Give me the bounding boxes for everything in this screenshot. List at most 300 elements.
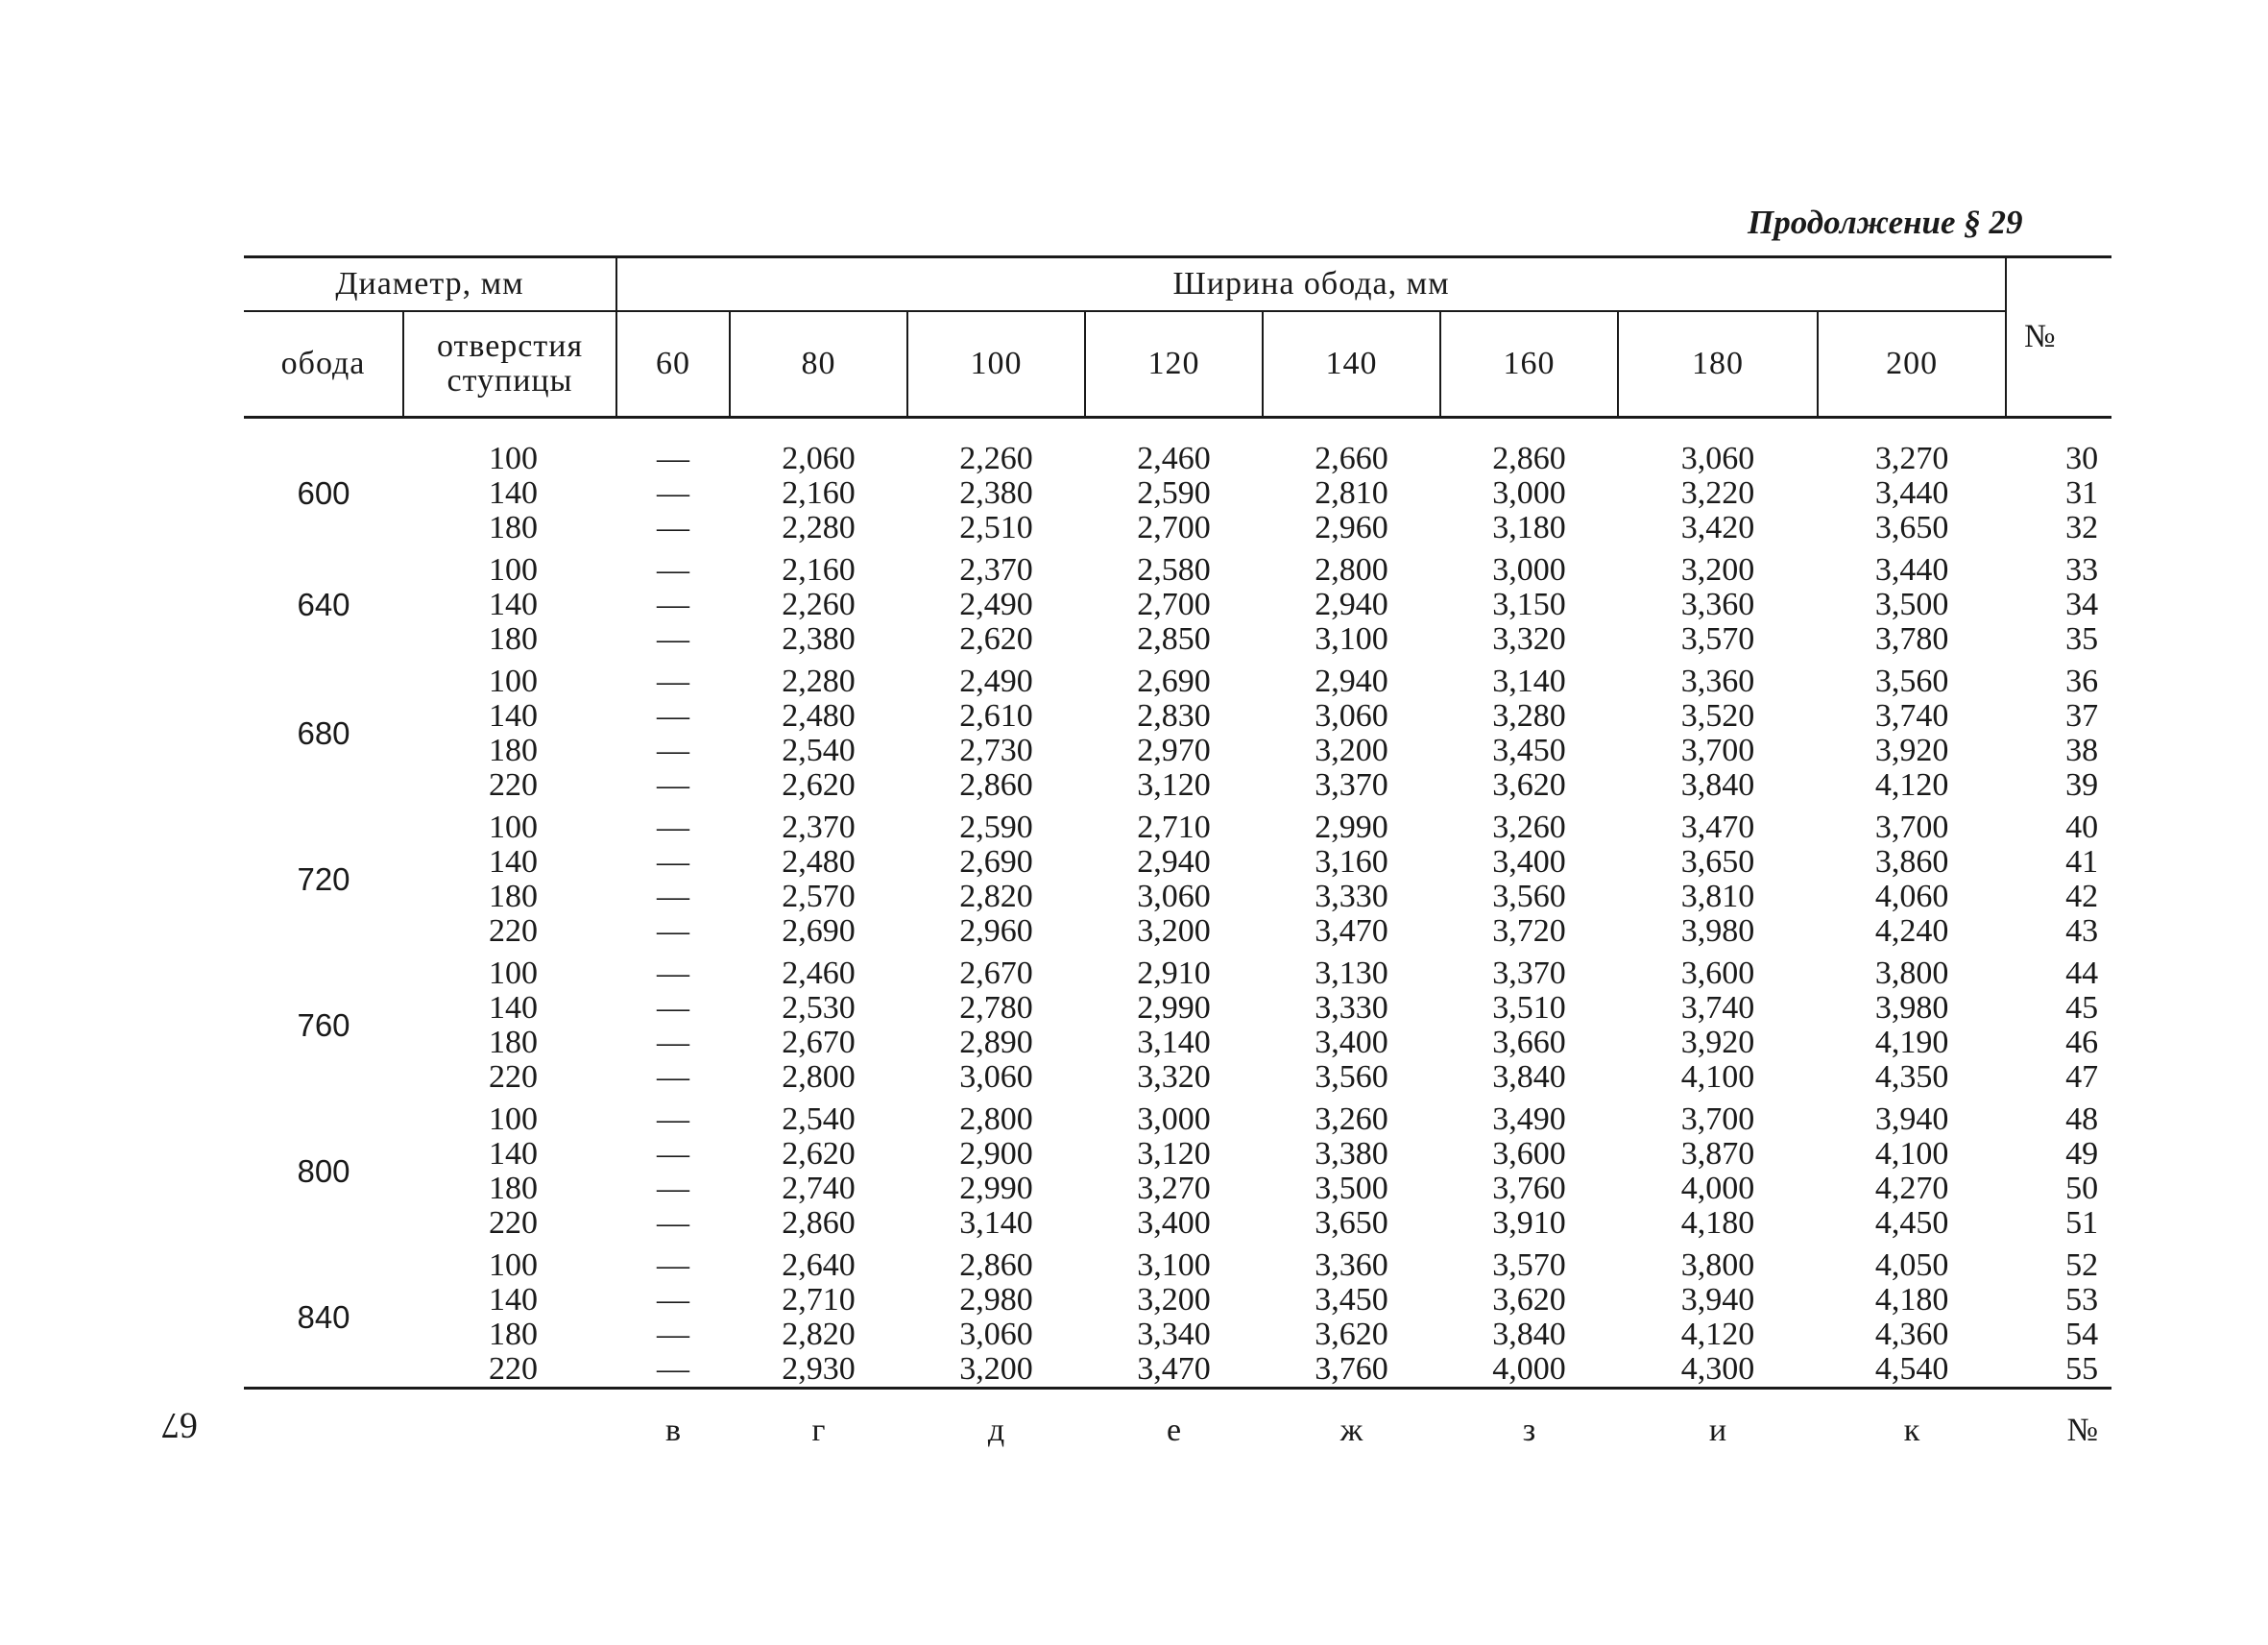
hub-bore-cell: 180 [489, 621, 539, 657]
rim-diameter-cell: 760 [297, 1007, 350, 1043]
weight-value-cell: 2,940 [1315, 587, 1388, 622]
width-60-cell: — [657, 1101, 690, 1137]
weight-value-cell: 2,900 [959, 1136, 1033, 1172]
weight-value-cell: 4,120 [1874, 767, 1949, 803]
weight-value-cell: 3,420 [1680, 510, 1755, 545]
row-number-cell: 50 [2065, 1171, 2099, 1206]
hub-bore-cell: 140 [489, 1282, 539, 1318]
hub-bore-cell: 140 [489, 698, 539, 734]
weight-value-cell: 2,260 [959, 441, 1033, 476]
hub-bore-cell: 180 [489, 510, 539, 545]
hub-bore-cell: 100 [489, 552, 539, 588]
weight-value-cell: 3,200 [1315, 733, 1388, 768]
weight-value-cell: 3,330 [1315, 879, 1388, 914]
footer-spacer [403, 1409, 616, 1453]
footer-letter: з [1522, 1413, 1536, 1448]
weight-value-cell: 2,860 [959, 767, 1033, 803]
weight-value-cell: 2,700 [1137, 587, 1211, 622]
hub-bore-cell: 140 [489, 1136, 539, 1172]
rim-weight-table [244, 255, 2111, 1453]
rim-diameter-cell: 720 [297, 861, 350, 897]
row-number-cell: 54 [2065, 1317, 2099, 1352]
width-60-cell: — [657, 587, 690, 622]
weight-value-cell: 3,650 [1680, 844, 1755, 880]
weight-value-cell: 2,830 [1137, 698, 1211, 734]
weight-value-cell: 2,580 [1137, 552, 1211, 588]
table-row [244, 1060, 2111, 1095]
weight-value-cell: 2,510 [959, 510, 1033, 545]
rim-diameter-cell: 800 [297, 1153, 350, 1189]
weight-value-cell: 2,280 [782, 510, 856, 545]
hub-bore-cell: 100 [489, 664, 539, 699]
weight-value-cell: 3,000 [1492, 552, 1566, 588]
width-60-cell: — [657, 810, 690, 845]
width-60-cell: — [657, 1317, 690, 1352]
hub-bore-cell: 100 [489, 956, 539, 991]
weight-value-cell: 2,860 [1492, 441, 1566, 476]
weight-value-cell: 2,910 [1137, 956, 1211, 991]
weight-value-cell: 3,360 [1315, 1247, 1388, 1283]
width-header-200: 200 [1818, 311, 2006, 418]
footer-rule [244, 1389, 2111, 1410]
weight-value-cell: 4,350 [1874, 1059, 1949, 1095]
weight-value-cell: 3,980 [1680, 913, 1755, 949]
weight-value-cell: 3,470 [1137, 1351, 1211, 1387]
width-60-cell: — [657, 913, 690, 949]
weight-value-cell: 3,060 [1315, 698, 1388, 734]
weight-value-cell: 3,360 [1680, 664, 1755, 699]
weight-value-cell: 3,400 [1315, 1025, 1388, 1060]
width-60-cell: — [657, 475, 690, 511]
weight-value-cell: 3,400 [1137, 1205, 1211, 1241]
weight-value-cell: 3,370 [1315, 767, 1388, 803]
row-number-cell: 34 [2065, 587, 2099, 622]
row-number-cell: 40 [2065, 810, 2099, 845]
weight-value-cell: 3,650 [1874, 510, 1949, 545]
weight-value-cell: 3,140 [1492, 664, 1566, 699]
weight-value-cell: 2,700 [1137, 510, 1211, 545]
width-60-cell: — [657, 767, 690, 803]
table-row [244, 991, 2111, 1026]
table-row [244, 434, 2111, 476]
weight-value-cell: 2,940 [1137, 844, 1211, 880]
row-number-cell: 32 [2065, 510, 2099, 545]
weight-value-cell: 2,480 [782, 844, 856, 880]
weight-value-cell: 2,990 [1315, 810, 1388, 845]
weight-value-cell: 2,530 [782, 990, 856, 1026]
weight-value-cell: 4,450 [1874, 1205, 1949, 1241]
table-row [244, 949, 2111, 991]
weight-value-cell: 3,560 [1315, 1059, 1388, 1095]
table-row [244, 1172, 2111, 1206]
weight-value-cell: 3,940 [1874, 1101, 1949, 1137]
weight-value-cell: 4,100 [1680, 1059, 1755, 1095]
weight-value-cell: 2,280 [782, 664, 856, 699]
width-60-cell: — [657, 1059, 690, 1095]
number-column-header: № [2006, 257, 2111, 418]
weight-value-cell: 2,780 [959, 990, 1033, 1026]
weight-value-cell: 2,570 [782, 879, 856, 914]
table-row [244, 1241, 2111, 1283]
table-row [244, 1352, 2111, 1389]
weight-value-cell: 2,860 [959, 1247, 1033, 1283]
footer-letter: д [987, 1413, 1005, 1448]
weight-value-cell: 2,940 [1315, 664, 1388, 699]
weight-value-cell: 2,730 [959, 733, 1033, 768]
weight-value-cell: 4,120 [1680, 1317, 1755, 1352]
weight-value-cell: 2,620 [782, 1136, 856, 1172]
weight-value-cell: 2,820 [959, 879, 1033, 914]
weight-value-cell: 4,270 [1874, 1171, 1949, 1206]
width-60-cell: — [657, 1247, 690, 1283]
weight-value-cell: 3,800 [1874, 956, 1949, 991]
weight-value-cell: 3,800 [1680, 1247, 1755, 1283]
rim-group [244, 1241, 2111, 1389]
footer-letter: в [664, 1413, 682, 1448]
table-row [244, 768, 2111, 803]
weight-value-cell: 2,960 [1315, 510, 1388, 545]
row-number-cell: 30 [2065, 441, 2099, 476]
weight-value-cell: 3,660 [1492, 1025, 1566, 1060]
weight-value-cell: 2,800 [959, 1101, 1033, 1137]
weight-value-cell: 3,700 [1874, 810, 1949, 845]
footer-letter: к [1903, 1413, 1920, 1448]
rim-diameter-cell: 640 [297, 587, 350, 622]
weight-value-cell: 2,380 [959, 475, 1033, 511]
weight-value-cell: 2,670 [959, 956, 1033, 991]
width-60-cell: — [657, 621, 690, 657]
weight-value-cell: 2,850 [1137, 621, 1211, 657]
weight-value-cell: 3,440 [1874, 475, 1949, 511]
rim-group [244, 803, 2111, 949]
weight-value-cell: 3,200 [1137, 1282, 1211, 1318]
weight-value-cell: 3,000 [1492, 475, 1566, 511]
weight-value-cell: 3,260 [1492, 810, 1566, 845]
footer-letter: г [811, 1413, 826, 1448]
weight-value-cell: 3,270 [1874, 441, 1949, 476]
weight-value-cell: 3,700 [1680, 733, 1755, 768]
weight-value-cell: 2,380 [782, 621, 856, 657]
weight-value-cell: 3,320 [1137, 1059, 1211, 1095]
hub-bore-cell: 180 [489, 1171, 539, 1206]
weight-value-cell: 3,600 [1492, 1136, 1566, 1172]
weight-value-cell: 2,930 [782, 1351, 856, 1387]
header-rule [244, 418, 2111, 435]
weight-value-cell: 3,520 [1680, 698, 1755, 734]
weight-value-cell: 3,500 [1874, 587, 1949, 622]
table-header [244, 257, 2111, 435]
width-header-80: 80 [730, 311, 907, 418]
weight-value-cell: 3,700 [1680, 1101, 1755, 1137]
rim-group [244, 949, 2111, 1095]
hub-bore-cell: 220 [489, 1351, 539, 1387]
weight-value-cell: 3,160 [1315, 844, 1388, 880]
row-number-cell: 45 [2065, 990, 2099, 1026]
hub-bore-cell: 180 [489, 733, 539, 768]
row-number-cell: 37 [2065, 698, 2099, 734]
weight-value-cell: 3,200 [1680, 552, 1755, 588]
footer-spacer [244, 1409, 403, 1453]
weight-value-cell: 3,560 [1492, 879, 1566, 914]
width-60-cell: — [657, 698, 690, 734]
weight-value-cell: 2,800 [1315, 552, 1388, 588]
weight-value-cell: 3,780 [1874, 621, 1949, 657]
weight-value-cell: 4,300 [1680, 1351, 1755, 1387]
hub-bore-cell: 180 [489, 1025, 539, 1060]
weight-value-cell: 3,330 [1315, 990, 1388, 1026]
weight-value-cell: 3,490 [1492, 1101, 1566, 1137]
weight-value-cell: 3,870 [1680, 1136, 1755, 1172]
weight-value-cell: 3,760 [1315, 1351, 1388, 1387]
weight-value-cell: 2,160 [782, 552, 856, 588]
weight-value-cell: 4,180 [1680, 1205, 1755, 1241]
weight-value-cell: 2,260 [782, 587, 856, 622]
weight-value-cell: 3,510 [1492, 990, 1566, 1026]
width-60-cell: — [657, 664, 690, 699]
weight-value-cell: 4,000 [1680, 1171, 1755, 1206]
weight-value-cell: 2,810 [1315, 475, 1388, 511]
table-row [244, 699, 2111, 734]
weight-value-cell: 4,190 [1874, 1025, 1949, 1060]
weight-value-cell: 2,690 [959, 844, 1033, 880]
row-number-cell: 41 [2065, 844, 2099, 880]
hub-bore-cell: 180 [489, 879, 539, 914]
table-row [244, 1318, 2111, 1352]
hub-bore-cell: 140 [489, 587, 539, 622]
rim-diameter-header: обода [280, 346, 366, 381]
weight-value-cell: 2,540 [782, 1101, 856, 1137]
weight-value-cell: 2,710 [782, 1282, 856, 1318]
weight-value-cell: 2,480 [782, 698, 856, 734]
weight-value-cell: 2,640 [782, 1247, 856, 1283]
width-header-140: 140 [1263, 311, 1440, 418]
row-number-cell: 31 [2065, 475, 2099, 511]
weight-value-cell: 3,760 [1492, 1171, 1566, 1206]
weight-value-cell: 3,100 [1315, 621, 1388, 657]
table-row [244, 476, 2111, 511]
table-row [244, 511, 2111, 545]
weight-value-cell: 3,450 [1315, 1282, 1388, 1318]
weight-value-cell: 3,260 [1315, 1101, 1388, 1137]
weight-value-cell: 3,910 [1492, 1205, 1566, 1241]
row-number-cell: 52 [2065, 1247, 2099, 1283]
weight-value-cell: 3,100 [1137, 1247, 1211, 1283]
row-number-cell: 44 [2065, 956, 2099, 991]
weight-value-cell: 3,470 [1680, 810, 1755, 845]
weight-value-cell: 2,990 [1137, 990, 1211, 1026]
table-row [244, 1095, 2111, 1137]
weight-value-cell: 2,820 [782, 1317, 856, 1352]
weight-value-cell: 2,460 [782, 956, 856, 991]
weight-value-cell: 2,610 [959, 698, 1033, 734]
weight-value-cell: 3,270 [1137, 1171, 1211, 1206]
row-number-cell: 55 [2065, 1351, 2099, 1387]
weight-value-cell: 3,000 [1137, 1101, 1211, 1137]
table-row [244, 657, 2111, 699]
weight-value-cell: 3,060 [959, 1317, 1033, 1352]
row-number-cell: 33 [2065, 552, 2099, 588]
hub-bore-header: отверстия ступицы [403, 311, 616, 418]
weight-value-cell: 4,360 [1874, 1317, 1949, 1352]
width-60-cell: — [657, 1025, 690, 1060]
width-60-cell: — [657, 1351, 690, 1387]
width-60-cell: — [657, 1171, 690, 1206]
weight-value-cell: 3,810 [1680, 879, 1755, 914]
table-row [244, 622, 2111, 657]
footer-letter: е [1166, 1413, 1182, 1448]
weight-value-cell: 3,440 [1874, 552, 1949, 588]
hub-bore-cell: 220 [489, 767, 539, 803]
weight-value-cell: 3,470 [1315, 913, 1388, 949]
weight-value-cell: 2,860 [782, 1205, 856, 1241]
weight-value-cell: 2,620 [782, 767, 856, 803]
hub-bore-cell: 140 [489, 990, 539, 1026]
width-header-120: 120 [1085, 311, 1263, 418]
weight-value-cell: 2,370 [959, 552, 1033, 588]
table-row [244, 1026, 2111, 1060]
weight-value-cell: 4,000 [1492, 1351, 1566, 1387]
width-60-cell: — [657, 1136, 690, 1172]
weight-value-cell: 3,650 [1315, 1205, 1388, 1241]
hub-bore-cell: 100 [489, 1101, 539, 1137]
weight-value-cell: 4,100 [1874, 1136, 1949, 1172]
weight-value-cell: 3,920 [1874, 733, 1949, 768]
width-60-cell: — [657, 441, 690, 476]
width-60-cell: — [657, 733, 690, 768]
width-60-cell: — [657, 844, 690, 880]
width-header-100: 100 [907, 311, 1085, 418]
weight-value-cell: 3,060 [959, 1059, 1033, 1095]
weight-value-cell: 3,500 [1315, 1171, 1388, 1206]
hub-bore-cell: 100 [489, 810, 539, 845]
table-row [244, 1137, 2111, 1172]
weight-value-cell: 4,050 [1874, 1247, 1949, 1283]
table-row [244, 588, 2111, 622]
width-60-cell: — [657, 1205, 690, 1241]
row-number-cell: 39 [2065, 767, 2099, 803]
weight-value-cell: 3,620 [1492, 767, 1566, 803]
weight-value-cell: 2,160 [782, 475, 856, 511]
weight-value-cell: 2,540 [782, 733, 856, 768]
row-number-cell: 46 [2065, 1025, 2099, 1060]
width-60-cell: — [657, 1282, 690, 1318]
width-60-cell: — [657, 956, 690, 991]
weight-value-cell: 3,060 [1137, 879, 1211, 914]
row-number-cell: 48 [2065, 1101, 2099, 1137]
diameter-group-header: Диаметр, мм [244, 257, 616, 312]
width-60-cell: — [657, 879, 690, 914]
weight-value-cell: 3,980 [1874, 990, 1949, 1026]
hub-bore-cell: 140 [489, 475, 539, 511]
weight-value-cell: 3,150 [1492, 587, 1566, 622]
weight-value-cell: 2,370 [782, 810, 856, 845]
footer-letter: ж [1339, 1413, 1363, 1448]
row-number-cell: 38 [2065, 733, 2099, 768]
weight-value-cell: 2,690 [1137, 664, 1211, 699]
rim-group [244, 545, 2111, 657]
hub-bore-cell: 140 [489, 844, 539, 880]
footer-letter: и [1708, 1413, 1727, 1448]
weight-value-cell: 3,570 [1680, 621, 1755, 657]
hub-bore-cell: 100 [489, 441, 539, 476]
table-row [244, 734, 2111, 768]
weight-value-cell: 3,740 [1680, 990, 1755, 1026]
rim-group [244, 1095, 2111, 1241]
weight-value-cell: 2,060 [782, 441, 856, 476]
row-number-cell: 36 [2065, 664, 2099, 699]
weight-value-cell: 2,990 [959, 1171, 1033, 1206]
row-number-cell: 49 [2065, 1136, 2099, 1172]
table-row [244, 1283, 2111, 1318]
weight-value-cell: 3,600 [1680, 956, 1755, 991]
weight-value-cell: 3,860 [1874, 844, 1949, 880]
weight-value-cell: 2,590 [1137, 475, 1211, 511]
hub-bore-cell: 220 [489, 913, 539, 949]
weight-value-cell: 4,240 [1874, 913, 1949, 949]
row-number-cell: 47 [2065, 1059, 2099, 1095]
table-row [244, 880, 2111, 914]
weight-value-cell: 4,060 [1874, 879, 1949, 914]
weight-value-cell: 3,180 [1492, 510, 1566, 545]
weight-value-cell: 3,060 [1680, 441, 1755, 476]
weight-value-cell: 3,370 [1492, 956, 1566, 991]
weight-value-cell: 3,620 [1315, 1317, 1388, 1352]
weight-value-cell: 3,340 [1137, 1317, 1211, 1352]
width-header-180: 180 [1618, 311, 1818, 418]
width-60-cell: — [657, 990, 690, 1026]
weight-value-cell: 3,620 [1492, 1282, 1566, 1318]
rim-group [244, 657, 2111, 803]
weight-value-cell: 3,320 [1492, 621, 1566, 657]
row-number-cell: 43 [2065, 913, 2099, 949]
weight-value-cell: 4,540 [1874, 1351, 1949, 1387]
width-60-cell: — [657, 510, 690, 545]
footer-number-label: № [2066, 1413, 2099, 1448]
table-row [244, 914, 2111, 949]
weight-value-cell: 3,360 [1680, 587, 1755, 622]
weight-value-cell: 3,560 [1874, 664, 1949, 699]
weight-value-cell: 3,450 [1492, 733, 1566, 768]
width-60-cell: — [657, 552, 690, 588]
weight-value-cell: 2,800 [782, 1059, 856, 1095]
continuation-caption: Продолжение § 29 [1748, 204, 2023, 241]
row-number-cell: 35 [2065, 621, 2099, 657]
table-row [244, 1206, 2111, 1241]
width-group-header: Ширина обода, мм [616, 257, 2006, 312]
weight-value-cell: 3,940 [1680, 1282, 1755, 1318]
rim-diameter-cell: 680 [297, 715, 350, 751]
weight-value-cell: 3,140 [959, 1205, 1033, 1241]
weight-value-cell: 3,920 [1680, 1025, 1755, 1060]
weight-value-cell: 2,620 [959, 621, 1033, 657]
weight-value-cell: 2,660 [1315, 441, 1388, 476]
weight-value-cell: 3,720 [1492, 913, 1566, 949]
table-row [244, 803, 2111, 845]
width-header-60: 60 [616, 311, 730, 418]
weight-value-cell: 3,280 [1492, 698, 1566, 734]
weight-value-cell: 2,670 [782, 1025, 856, 1060]
hub-bore-cell: 100 [489, 1247, 539, 1283]
weight-value-cell: 2,710 [1137, 810, 1211, 845]
width-header-160: 160 [1440, 311, 1618, 418]
table-row [244, 845, 2111, 880]
weight-value-cell: 3,840 [1680, 767, 1755, 803]
rim-diameter-cell: 600 [297, 475, 350, 511]
weight-value-cell: 2,690 [782, 913, 856, 949]
weight-value-cell: 2,890 [959, 1025, 1033, 1060]
weight-value-cell: 3,380 [1315, 1136, 1388, 1172]
weight-value-cell: 2,460 [1137, 441, 1211, 476]
